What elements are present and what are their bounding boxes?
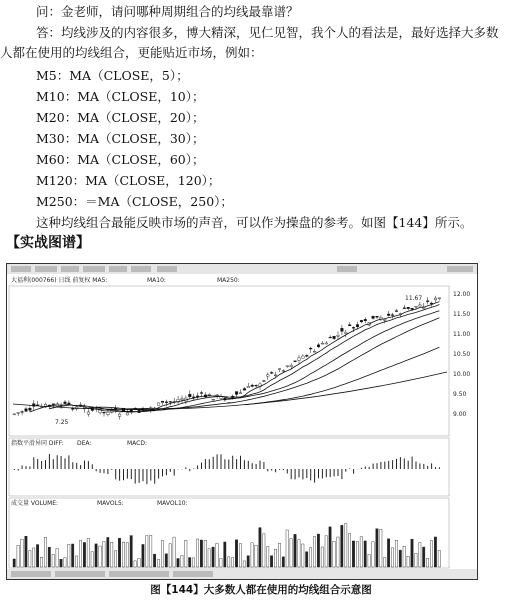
ma-line-1: M5：MA（CLOSE，5）； [36, 68, 189, 83]
volume-bar [44, 537, 46, 567]
volume-bar [282, 557, 284, 567]
candle-body [255, 385, 258, 386]
candle-body [434, 298, 437, 300]
candle-body [364, 319, 367, 320]
candle-body [360, 320, 363, 322]
volume-bar [169, 544, 171, 567]
ma-line-7: M250：＝MA（CLOSE，250）； [36, 194, 233, 209]
candle-body [376, 316, 379, 317]
candle-body [189, 394, 192, 397]
volume-bar [430, 541, 432, 567]
volume-bar [95, 544, 97, 567]
volume-bar [91, 552, 93, 567]
volume-bar [40, 557, 42, 567]
volume-label: 成交量 VOLUME: [11, 500, 59, 507]
main-header-mid: MA10: [147, 277, 166, 284]
svg-text:9.50: 9.50 [453, 391, 467, 398]
candle-body [274, 375, 277, 376]
answer-line-2: 人都在使用的均线组合，更能贴近市场，例如： [0, 45, 263, 60]
volume-bar [278, 543, 280, 567]
candle-body [208, 394, 211, 395]
volume-bar [107, 537, 109, 567]
candle-body [29, 408, 32, 410]
volume-bar [251, 543, 253, 567]
candle-body [251, 385, 254, 386]
price-panel [9, 286, 449, 436]
volume-bar [415, 553, 417, 567]
candle-body [337, 335, 340, 336]
candle-body [333, 336, 336, 338]
volume-bar [372, 542, 374, 567]
section-header: 【实战图谱】 [6, 235, 90, 251]
stock-chart-svg [7, 264, 477, 579]
volume-bar [302, 544, 304, 567]
volume-bar [341, 525, 343, 567]
svg-text:11.00: 11.00 [453, 331, 471, 338]
candle-body [239, 393, 242, 394]
volume-bar [126, 543, 128, 567]
candle-body [25, 409, 28, 412]
volume-bar [157, 559, 159, 567]
volume-bar [153, 554, 155, 567]
answer-line-1: 答：均线涉及的内容很多，博大精深，见仁见智，我个人的看法是，最好选择大多数 [36, 24, 499, 40]
volume-bar [345, 524, 347, 567]
volume-bar [99, 546, 101, 567]
volume-bar [384, 558, 386, 567]
ma-line-6: M120：MA（CLOSE，120）； [36, 173, 221, 188]
macd-bars [14, 454, 439, 484]
candle-body [103, 412, 106, 413]
volume-bar [306, 552, 308, 567]
volume-bar [434, 537, 436, 567]
volume-bar [380, 529, 382, 567]
candle-body [348, 325, 351, 326]
volume-bar [387, 539, 389, 567]
volume-bar [228, 557, 230, 567]
candle-body [321, 343, 324, 344]
volume-bar [243, 561, 245, 567]
volume-bar [267, 547, 269, 567]
volume-bar [204, 540, 206, 567]
volume-bar [64, 558, 66, 567]
candle-body [426, 301, 429, 302]
volume-bar [290, 539, 292, 567]
volume-bar [72, 544, 74, 567]
volume-bar [48, 547, 50, 567]
volume-bar [134, 561, 136, 567]
volume-bar [25, 536, 27, 567]
candle-body [87, 412, 90, 414]
volume-bar [33, 548, 35, 567]
candle-body [384, 319, 387, 320]
volume-bar [376, 529, 378, 567]
volume-bar [200, 540, 202, 567]
volume-bar [79, 540, 81, 567]
candle-body [64, 402, 67, 404]
volume-bar [239, 544, 241, 567]
volume-bar [325, 536, 327, 567]
volume-bar [270, 556, 272, 567]
volume-bar [13, 559, 15, 567]
candle-body [309, 348, 312, 349]
candle-body [313, 351, 316, 352]
volume-bar [173, 537, 175, 567]
figure-caption: 图【144】大多数人都在使用的均线组合示意图 [150, 584, 372, 596]
volume-bar [399, 550, 401, 567]
main-header-left: 大福利(000766) 日线 前复权 MA5: [11, 277, 108, 284]
volume-bar [21, 539, 23, 567]
volume-bar [352, 541, 354, 567]
candle-body [181, 399, 184, 400]
candle-body [278, 369, 281, 370]
ma-line [127, 318, 439, 409]
candle-body [430, 303, 433, 304]
volume-ma5-label: MAVOL5: [97, 500, 124, 507]
volume-bar [68, 544, 70, 567]
candle-body [157, 403, 160, 405]
candle-body [118, 414, 121, 416]
candle-body [345, 332, 348, 334]
volume-bar [309, 548, 311, 567]
volume-bar [364, 541, 366, 567]
candle-body [356, 325, 359, 327]
candle-body [126, 413, 129, 415]
candle-body [17, 412, 20, 413]
volume-bar [298, 540, 300, 567]
conclusion-text: 这种均线组合最能反映市场的声音，可以作为操盘的参考。如图【144】所示。 [36, 215, 473, 230]
volume-bar [360, 537, 362, 567]
volume-bar [29, 551, 31, 567]
candle-body [403, 308, 406, 309]
candle-body [419, 305, 422, 306]
candle-body [52, 404, 55, 405]
volume-bar [286, 530, 288, 567]
candle-body [68, 403, 71, 404]
volume-bar [274, 549, 276, 567]
volume-bar [52, 555, 54, 567]
ma-line [30, 302, 440, 413]
high-annotation: 11.67 [405, 295, 423, 302]
volume-bar [138, 559, 140, 567]
volume-bar [317, 534, 319, 567]
candle-body [161, 401, 164, 402]
volume-bar [83, 542, 85, 567]
candle-body [212, 399, 215, 400]
volume-bar [395, 540, 397, 567]
volume-bar [321, 547, 323, 567]
volume-bar [438, 551, 440, 567]
candle-body [290, 365, 293, 366]
volume-bar [423, 547, 425, 567]
macd-value-label: MACD: [127, 440, 148, 447]
candle-body [99, 410, 102, 413]
candle-body [247, 386, 250, 387]
candle-body [306, 355, 309, 356]
candle-body [13, 414, 16, 415]
candle-body [196, 396, 199, 397]
candle-body [372, 316, 375, 318]
candle-body [294, 361, 297, 362]
candle-body [395, 311, 398, 312]
volume-bar [36, 545, 38, 567]
macd-label: 指数平滑异同 DIFF: [11, 440, 64, 447]
volume-bar [185, 540, 187, 567]
volume-bar [146, 536, 148, 567]
volume-bar [56, 548, 58, 567]
volume-bar [231, 558, 233, 567]
volume-bar [111, 542, 113, 567]
candle-body [391, 315, 394, 316]
candle-body [387, 314, 390, 315]
candle-body [407, 307, 410, 308]
candle-body [235, 392, 238, 395]
volume-bar [60, 559, 62, 567]
candle-body [329, 337, 332, 338]
candle-body [415, 306, 418, 307]
candle-body [243, 389, 246, 391]
candle-body [325, 343, 328, 344]
candle-body [438, 298, 441, 299]
candle-body [165, 402, 168, 403]
volume-bar [368, 554, 370, 567]
volume-bar [216, 543, 218, 567]
ma-line-4: M30：MA（CLOSE，30）； [36, 131, 205, 146]
candle-body [282, 371, 285, 372]
volume-bar [75, 556, 77, 567]
candle-body [317, 345, 320, 347]
volume-bar [255, 545, 257, 567]
volume-bar [263, 534, 265, 567]
volume-bar [348, 534, 350, 567]
price-candles [13, 296, 441, 420]
volume-bar [411, 539, 413, 567]
candle-body [341, 328, 344, 331]
volume-bar [130, 536, 132, 567]
candle-body [286, 366, 289, 367]
volume-bar [356, 542, 358, 567]
volume-bar [407, 556, 409, 567]
candle-body [263, 381, 266, 382]
volume-bar [235, 540, 237, 567]
volume-bar [118, 538, 120, 567]
volume-bar [87, 538, 89, 567]
volume-bar [329, 527, 331, 567]
low-annotation: 7.25 [55, 419, 69, 426]
volume-bar [313, 537, 315, 567]
candle-body [352, 327, 355, 328]
volume-bar [224, 542, 226, 567]
candle-body [21, 412, 24, 413]
volume-bar [17, 545, 19, 567]
stock-chart-figure [6, 263, 478, 580]
ma-line [244, 347, 439, 404]
volume-bar [150, 535, 152, 567]
volume-bar [337, 537, 339, 567]
macd-dea-label: DEA: [77, 440, 92, 447]
volume-bar [114, 551, 116, 567]
ma-line-5: M60：MA（CLOSE，60）； [36, 152, 205, 167]
svg-text:10.50: 10.50 [453, 351, 471, 358]
volume-bar [212, 547, 214, 567]
svg-text:12.00: 12.00 [453, 291, 471, 298]
svg-text:9.00: 9.00 [453, 411, 467, 418]
status-bar-items [11, 571, 213, 577]
volume-bar [426, 558, 428, 567]
volume-bar [181, 555, 183, 567]
candle-body [72, 408, 75, 409]
candle-body [200, 393, 203, 394]
volume-bar [208, 549, 210, 567]
volume-bar [192, 558, 194, 567]
volume-bar [220, 559, 222, 567]
volume-bar [196, 539, 198, 567]
candle-body [411, 308, 414, 309]
volume-bar [333, 541, 335, 567]
ma-line-3: M20：MA（CLOSE，20）； [36, 110, 205, 125]
candle-body [267, 375, 270, 376]
volume-bar [247, 556, 249, 567]
candle-body [298, 358, 301, 361]
question-text: 问：金老师，请问哪种周期组合的均线最靠谱？ [36, 4, 299, 19]
volume-bar [294, 534, 296, 567]
candle-body [169, 401, 172, 402]
volume-bar [259, 528, 261, 567]
volume-bars [13, 524, 441, 567]
volume-bar [403, 546, 405, 567]
volume-bar [189, 558, 191, 567]
price-axis [453, 291, 470, 418]
ma-long-line [13, 372, 447, 409]
candle-body [107, 412, 110, 414]
volume-bar [165, 554, 167, 567]
volume-ma10-label: MAVOL10: [157, 500, 188, 507]
main-header-right: MA250: [217, 277, 240, 284]
candle-body [302, 356, 305, 358]
ma-line-2: M10：MA（CLOSE，10）； [36, 89, 205, 104]
volume-bar [419, 543, 421, 567]
svg-text:11.50: 11.50 [453, 311, 471, 318]
volume-bar [103, 541, 105, 567]
ma-line [88, 311, 439, 411]
volume-bar [122, 542, 124, 567]
volume-bar [177, 558, 179, 567]
volume-bar [391, 548, 393, 567]
candle-body [270, 372, 273, 373]
volume-bar [161, 541, 163, 567]
svg-text:10.00: 10.00 [453, 371, 471, 378]
volume-bar [142, 544, 144, 567]
